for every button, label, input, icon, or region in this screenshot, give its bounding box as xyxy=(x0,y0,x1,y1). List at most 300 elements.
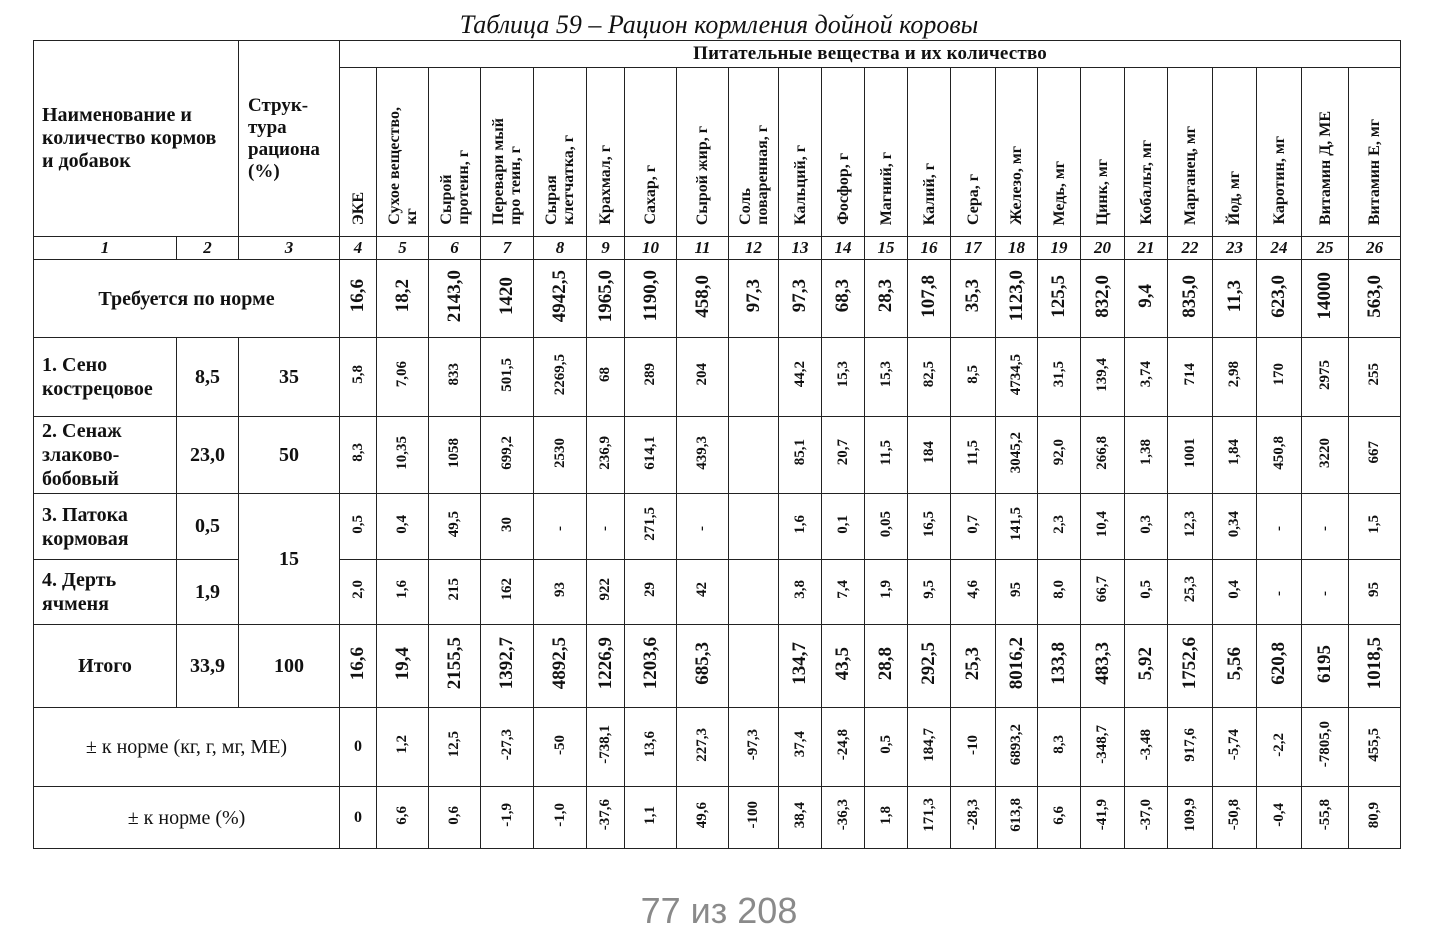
value-cell xyxy=(534,787,587,849)
cell-value: 1203,6 xyxy=(639,637,661,690)
value-cell xyxy=(377,417,429,494)
column-number: 22 xyxy=(1168,237,1213,260)
cell-value: 2530 xyxy=(551,437,568,468)
cell-value: -50,8 xyxy=(1226,799,1242,831)
value-cell xyxy=(1125,417,1168,494)
cell-value: 1,6 xyxy=(394,580,410,599)
column-number: 18 xyxy=(996,237,1038,260)
value-cell xyxy=(340,417,377,494)
column-number: 19 xyxy=(1038,237,1081,260)
value-cell xyxy=(822,494,865,560)
diff-pct-row xyxy=(34,787,1401,849)
value-cell xyxy=(481,708,534,787)
total-structure: 100 xyxy=(239,625,340,708)
cell-value: 2975 xyxy=(1316,359,1333,390)
cell-value: - xyxy=(597,525,613,531)
value-cell xyxy=(729,560,779,625)
cell-value: 0,7 xyxy=(964,514,981,534)
feed-row xyxy=(34,494,1401,560)
value-cell xyxy=(1168,787,1213,849)
cell-value: 171,3 xyxy=(920,798,937,832)
cell-value: 1001 xyxy=(1181,437,1198,468)
cell-value: - xyxy=(694,525,710,531)
cell-value: 623,0 xyxy=(1268,274,1289,318)
value-cell xyxy=(1038,338,1081,417)
nutrient-label xyxy=(921,163,938,225)
nutrient-header xyxy=(1213,68,1257,237)
cell-value: 4734,5 xyxy=(1008,353,1024,396)
value-cell xyxy=(625,708,677,787)
value-cell xyxy=(1349,625,1401,708)
cell-value: 1190,0 xyxy=(639,270,661,322)
nutrient-label xyxy=(1051,161,1068,226)
cell-value: 37,4 xyxy=(791,731,808,758)
cell-value: -5,74 xyxy=(1226,728,1242,761)
value-cell xyxy=(996,625,1038,708)
cell-value: 1018,5 xyxy=(1363,637,1385,690)
cell-value: 9,4 xyxy=(1135,284,1156,308)
cell-value: 1226,9 xyxy=(594,637,616,690)
column-number: 5 xyxy=(377,237,429,260)
value-cell xyxy=(429,708,481,787)
cell-value: 699,2 xyxy=(498,435,515,470)
value-cell xyxy=(779,787,822,849)
value-cell xyxy=(996,560,1038,625)
cell-value: 1123,0 xyxy=(1005,270,1027,322)
cell-value: 7,06 xyxy=(394,361,410,388)
value-cell xyxy=(1168,494,1213,560)
cell-value: 450,8 xyxy=(1270,435,1287,470)
column-number: 13 xyxy=(779,237,822,260)
value-cell xyxy=(822,560,865,625)
cell-value: 2,0 xyxy=(349,580,366,599)
cell-value: 1,5 xyxy=(1366,514,1383,534)
value-cell xyxy=(996,417,1038,494)
nutrient-header xyxy=(340,68,377,237)
value-cell xyxy=(377,708,429,787)
value-cell xyxy=(429,260,481,338)
cell-value: 614,1 xyxy=(642,435,658,470)
value-cell xyxy=(587,260,625,338)
value-cell xyxy=(429,417,481,494)
column-number: 24 xyxy=(1257,237,1302,260)
cell-value: 162 xyxy=(498,578,515,601)
column-number: 8 xyxy=(534,237,587,260)
feed-amount: 8,5 xyxy=(177,338,239,417)
value-cell xyxy=(1257,417,1302,494)
cell-value: 0,1 xyxy=(834,514,851,534)
value-cell xyxy=(1125,260,1168,338)
value-cell xyxy=(1168,338,1213,417)
cell-value: 620,8 xyxy=(1268,642,1289,685)
text-line: про теин, г xyxy=(507,146,524,225)
value-cell xyxy=(481,338,534,417)
value-cell xyxy=(677,417,729,494)
value-cell xyxy=(1349,560,1401,625)
value-cell xyxy=(587,787,625,849)
value-cell xyxy=(729,708,779,787)
text-line: злаково- xyxy=(42,444,120,466)
value-cell xyxy=(1081,708,1125,787)
text-line: кострецовое xyxy=(42,378,153,400)
text-line: Железо, мг xyxy=(1008,146,1025,225)
cell-value: -24,8 xyxy=(834,728,851,761)
cell-value: -27,3 xyxy=(498,728,515,761)
value-cell xyxy=(729,260,779,338)
cell-value: 133,8 xyxy=(1048,642,1069,685)
value-cell xyxy=(865,787,908,849)
cell-value: 922 xyxy=(597,578,613,601)
value-cell xyxy=(779,708,822,787)
cell-value: - xyxy=(1270,525,1287,531)
text-line: Струк- xyxy=(248,94,309,116)
cell-value: 289 xyxy=(642,363,658,386)
nutrient-label xyxy=(835,153,852,225)
cell-value: 16,5 xyxy=(920,510,937,538)
value-cell xyxy=(481,260,534,338)
value-cell xyxy=(587,494,625,560)
column-number: 14 xyxy=(822,237,865,260)
cell-value: 2,98 xyxy=(1226,361,1242,388)
cell-value: 266,8 xyxy=(1094,435,1110,470)
value-cell xyxy=(1038,417,1081,494)
cell-value: 31,5 xyxy=(1050,361,1067,388)
value-cell xyxy=(1038,625,1081,708)
column-number: 26 xyxy=(1349,237,1401,260)
structure-header xyxy=(239,41,340,237)
cell-value: 0,5 xyxy=(877,735,894,754)
column-number: 10 xyxy=(625,237,677,260)
cell-value: 95 xyxy=(1366,582,1383,597)
value-cell xyxy=(534,260,587,338)
value-cell xyxy=(481,625,534,708)
feed-row xyxy=(34,417,1401,494)
nutrient-label xyxy=(386,107,420,225)
cell-value: 9,5 xyxy=(920,580,937,599)
cell-value: 0,4 xyxy=(394,514,410,534)
cell-value: 1392,7 xyxy=(496,637,517,690)
value-cell xyxy=(1349,787,1401,849)
cell-value: 28,8 xyxy=(875,646,896,681)
column-number: 4 xyxy=(340,237,377,260)
value-cell xyxy=(1213,494,1257,560)
value-cell xyxy=(1349,260,1401,338)
column-number: 11 xyxy=(677,237,729,260)
cell-value: 6893,2 xyxy=(1008,723,1024,766)
nutrient-label xyxy=(1271,136,1288,225)
feed-name xyxy=(34,417,177,494)
cell-value: 271,5 xyxy=(642,507,658,541)
diff-abs-row xyxy=(34,708,1401,787)
nutrient-label xyxy=(350,192,367,225)
value-cell xyxy=(340,560,377,625)
column-number: 20 xyxy=(1081,237,1125,260)
value-cell xyxy=(996,494,1038,560)
cell-value: 255 xyxy=(1366,363,1383,386)
cell-value: 43,5 xyxy=(832,646,853,681)
cell-value: 667 xyxy=(1366,441,1383,464)
cell-value: 139,4 xyxy=(1094,357,1110,392)
text-line: Кобальт, мг xyxy=(1137,140,1155,225)
text-line: Сахар, г xyxy=(642,165,659,225)
nutrient-header xyxy=(729,68,779,237)
cell-value: 5,56 xyxy=(1223,646,1245,681)
column-number: 12 xyxy=(729,237,779,260)
cell-value: 292,5 xyxy=(918,642,939,685)
value-cell xyxy=(865,260,908,338)
value-cell xyxy=(429,494,481,560)
value-cell xyxy=(1213,338,1257,417)
value-cell xyxy=(908,417,951,494)
cell-value: 68,3 xyxy=(832,279,853,313)
cell-value: 30 xyxy=(498,516,515,532)
cell-value: 10,35 xyxy=(394,435,410,470)
cell-value: 455,5 xyxy=(1366,727,1383,762)
value-cell xyxy=(1302,560,1349,625)
cell-value: 1,1 xyxy=(642,805,658,825)
value-cell xyxy=(340,494,377,560)
value-cell xyxy=(1168,260,1213,338)
cell-value: -348,7 xyxy=(1094,725,1110,764)
nutrient-header xyxy=(1125,68,1168,237)
value-cell xyxy=(1349,338,1401,417)
nutrient-header xyxy=(1302,68,1349,237)
value-cell xyxy=(1038,260,1081,338)
value-cell xyxy=(822,625,865,708)
cell-value: -100 xyxy=(745,801,761,829)
cell-value: 501,5 xyxy=(498,357,515,392)
nutrient-label xyxy=(543,135,577,225)
cell-value: 563,0 xyxy=(1363,274,1385,318)
cell-value: 2269,5 xyxy=(551,353,568,396)
value-cell xyxy=(951,708,996,787)
feed-amount: 0,5 xyxy=(177,494,239,560)
text-line: Медь, мг xyxy=(1050,160,1068,225)
cell-value: 10,4 xyxy=(1094,510,1110,538)
cell-value: -41,9 xyxy=(1094,799,1110,831)
value-cell xyxy=(481,560,534,625)
nutrient-label xyxy=(694,126,711,225)
cell-value: 8016,2 xyxy=(1005,637,1027,690)
cell-value: 12,3 xyxy=(1181,510,1198,538)
cell-value: 44,2 xyxy=(791,361,808,388)
cell-value: 2155,5 xyxy=(443,637,465,690)
column-number: 2 xyxy=(177,237,239,260)
feed-structure: 15 xyxy=(239,494,340,625)
value-cell xyxy=(1257,338,1302,417)
cell-value: 15,3 xyxy=(877,361,894,388)
cell-value: - xyxy=(551,525,568,531)
diff-label: ± к норме (кг, г, мг, МЕ) xyxy=(34,708,340,787)
cell-value: 8,3 xyxy=(349,443,366,462)
cell-value: 215 xyxy=(446,578,462,601)
value-cell xyxy=(481,787,534,849)
feed-name xyxy=(34,494,177,560)
value-cell xyxy=(377,625,429,708)
value-cell xyxy=(1168,560,1213,625)
value-cell xyxy=(377,560,429,625)
cell-value: -97,3 xyxy=(745,728,761,761)
cell-value: 204 xyxy=(694,363,710,386)
column-number: 17 xyxy=(951,237,996,260)
nutrient-header xyxy=(779,68,822,237)
cell-value: 1,8 xyxy=(877,805,894,825)
value-cell xyxy=(865,560,908,625)
value-cell xyxy=(1213,260,1257,338)
cell-value: 685,3 xyxy=(691,642,713,685)
value-cell xyxy=(951,625,996,708)
cell-value: 0,05 xyxy=(877,510,894,538)
value-cell xyxy=(729,625,779,708)
value-cell xyxy=(534,338,587,417)
value-cell xyxy=(908,708,951,787)
value-cell xyxy=(779,260,822,338)
cell-value: -1,9 xyxy=(498,803,515,827)
value-cell xyxy=(779,417,822,494)
value-cell xyxy=(951,260,996,338)
cell-value: 2143,0 xyxy=(443,269,465,323)
cell-value: 7,4 xyxy=(834,580,851,599)
cell-value: 613,8 xyxy=(1008,798,1024,832)
nutrient-header xyxy=(625,68,677,237)
value-cell xyxy=(779,625,822,708)
cell-value: 0 xyxy=(354,808,362,826)
value-cell xyxy=(340,338,377,417)
cell-value: 85,1 xyxy=(791,439,808,466)
value-cell xyxy=(587,708,625,787)
cell-value: 93 xyxy=(551,582,568,597)
value-cell xyxy=(481,417,534,494)
text-line: 4. Дерть xyxy=(42,569,117,591)
column-number: 1 xyxy=(34,237,177,260)
cell-value: 20,7 xyxy=(834,439,851,466)
total-row xyxy=(34,625,1401,708)
value-cell xyxy=(1168,708,1213,787)
cell-value: 66,7 xyxy=(1094,576,1110,603)
value-cell xyxy=(377,787,429,849)
value-cell xyxy=(429,338,481,417)
value-cell xyxy=(1257,494,1302,560)
text-line: Кальций, г xyxy=(791,145,809,225)
text-line: тура xyxy=(248,116,287,138)
cell-value: -3,48 xyxy=(1137,728,1154,761)
column-number: 9 xyxy=(587,237,625,260)
cell-value: 236,9 xyxy=(597,435,613,470)
value-cell xyxy=(908,787,951,849)
cell-value: 3,8 xyxy=(791,580,808,599)
column-number: 3 xyxy=(239,237,340,260)
value-cell xyxy=(865,494,908,560)
value-cell xyxy=(377,494,429,560)
value-cell xyxy=(1081,787,1125,849)
value-cell xyxy=(1038,708,1081,787)
cell-value: 38,4 xyxy=(791,801,808,829)
column-number: 6 xyxy=(429,237,481,260)
nutrient-header xyxy=(822,68,865,237)
value-cell xyxy=(587,417,625,494)
value-cell xyxy=(340,787,377,849)
cell-value: - xyxy=(1316,591,1333,596)
text-line: кормовая xyxy=(42,527,129,550)
cell-value: 1,6 xyxy=(791,514,808,534)
cell-value: 49,5 xyxy=(446,510,462,538)
cell-value: 35,3 xyxy=(962,279,983,313)
cell-value: 25,3 xyxy=(962,646,983,681)
value-cell xyxy=(822,708,865,787)
nutrient-label xyxy=(792,145,809,225)
value-cell xyxy=(1081,494,1125,560)
cell-value: 0,5 xyxy=(1137,580,1154,599)
value-cell xyxy=(951,560,996,625)
cell-value: -50 xyxy=(551,734,568,755)
value-cell xyxy=(1302,417,1349,494)
value-cell xyxy=(1257,560,1302,625)
cell-value: 16,6 xyxy=(347,646,368,681)
cell-value: 1,38 xyxy=(1137,439,1154,466)
cell-value: 4892,5 xyxy=(549,637,570,690)
value-cell xyxy=(587,338,625,417)
cell-value: -36,3 xyxy=(834,799,851,831)
cell-value: -10 xyxy=(964,734,981,755)
cell-value: 8,0 xyxy=(1050,580,1067,599)
value-cell xyxy=(429,560,481,625)
cell-value: 13,6 xyxy=(642,731,658,758)
value-cell xyxy=(908,260,951,338)
value-cell xyxy=(377,260,429,338)
text-line: Сырой xyxy=(437,174,455,225)
value-cell xyxy=(908,560,951,625)
cell-value: 6,6 xyxy=(1050,805,1067,825)
cell-value: 0,4 xyxy=(1226,580,1242,599)
value-cell xyxy=(779,494,822,560)
cell-value: 1,84 xyxy=(1226,439,1242,466)
text-line: (%) xyxy=(248,160,280,182)
text-line: протеин, г xyxy=(454,150,472,225)
value-cell xyxy=(1081,338,1125,417)
cell-value: 109,9 xyxy=(1181,798,1198,832)
value-cell xyxy=(779,560,822,625)
feed-structure: 35 xyxy=(239,338,340,417)
cell-value: -1,0 xyxy=(551,803,568,827)
text-line: клетчатка, г xyxy=(560,135,577,225)
cell-value: 1420 xyxy=(496,277,517,315)
column-number: 7 xyxy=(481,237,534,260)
cell-value: 170 xyxy=(1270,363,1287,386)
value-cell xyxy=(996,787,1038,849)
cell-value: 107,8 xyxy=(918,274,939,318)
column-number: 23 xyxy=(1213,237,1257,260)
value-cell xyxy=(908,625,951,708)
value-cell xyxy=(677,338,729,417)
value-cell xyxy=(908,338,951,417)
cell-value: 835,0 xyxy=(1179,274,1200,318)
cell-value: 18,2 xyxy=(391,279,413,313)
cell-value: -28,3 xyxy=(964,799,981,831)
value-cell xyxy=(865,338,908,417)
value-cell xyxy=(429,625,481,708)
ration-table xyxy=(33,40,1401,849)
nutrient-header xyxy=(996,68,1038,237)
cell-value: 80,9 xyxy=(1366,801,1383,829)
text-line: Сера, г xyxy=(964,173,982,225)
value-cell xyxy=(996,708,1038,787)
value-cell xyxy=(625,787,677,849)
text-line: количество кормов xyxy=(42,127,217,149)
text-line: Каротин, мг xyxy=(1270,136,1288,225)
value-cell xyxy=(1257,787,1302,849)
value-cell xyxy=(625,260,677,338)
value-cell xyxy=(1125,560,1168,625)
